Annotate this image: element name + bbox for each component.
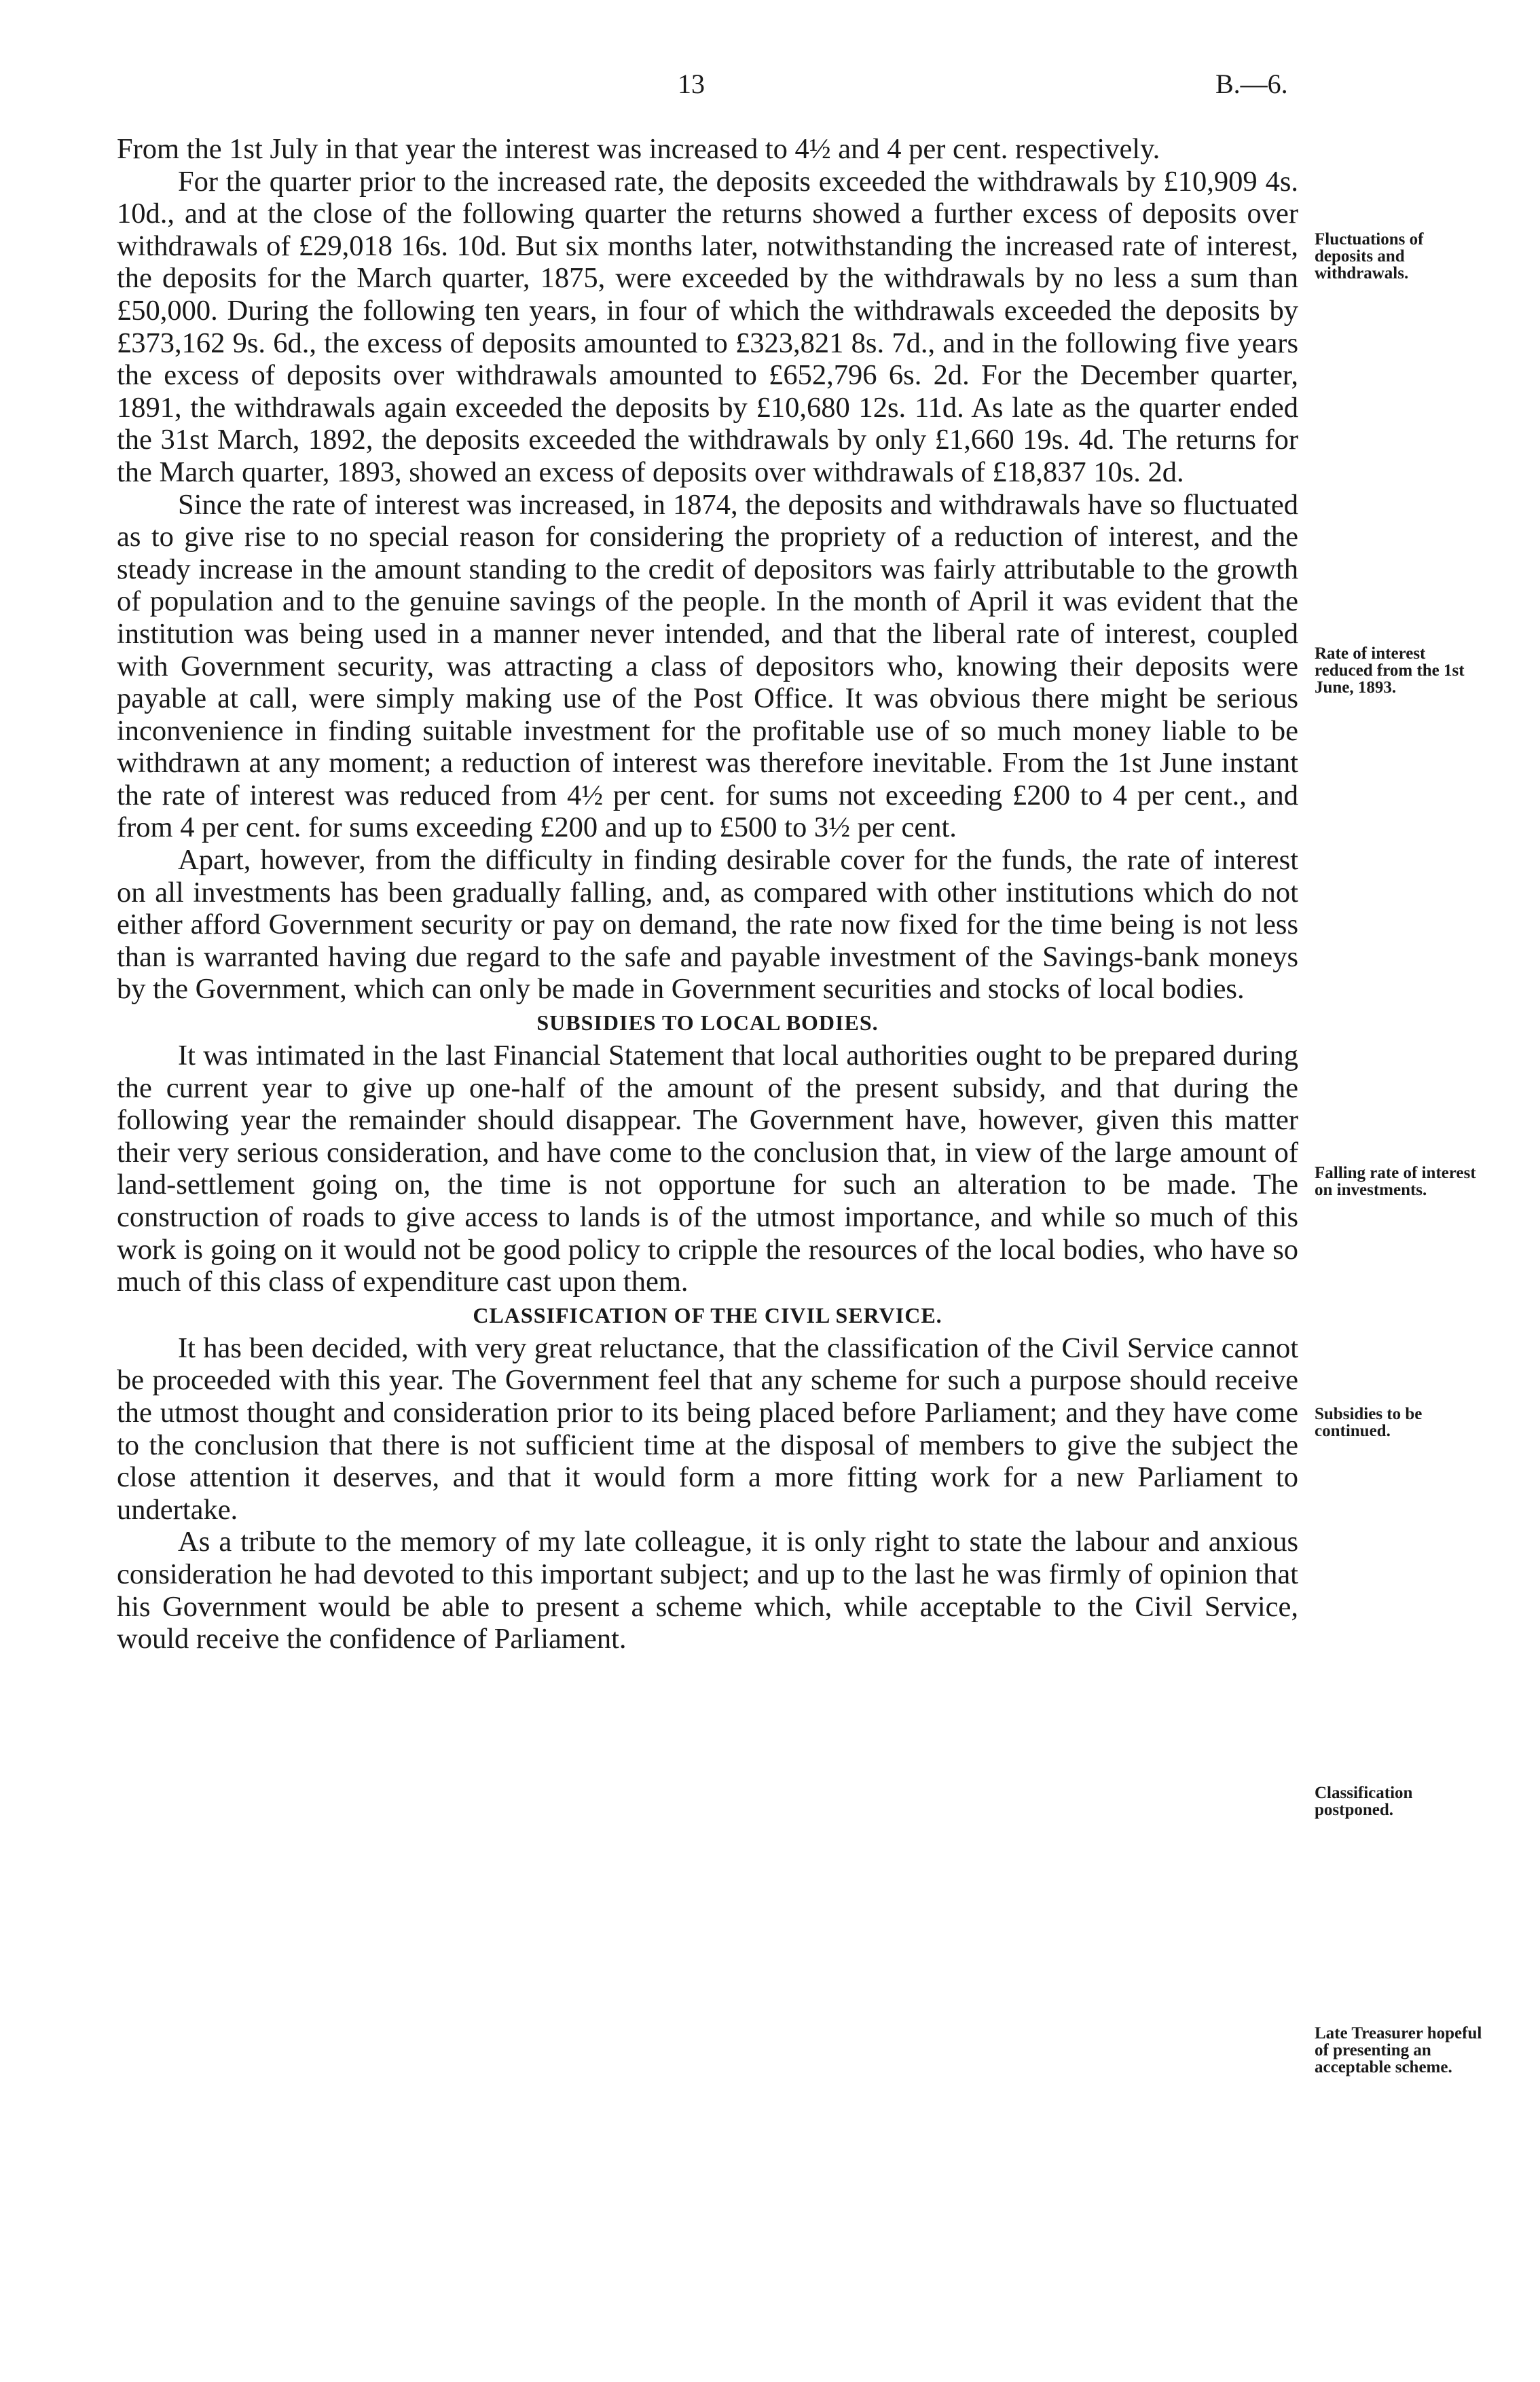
paragraph-fluctuations: For the quarter prior to the increased rate, the deposits exceeded the withdrawals by £10,909 4s. 10d., and at the close of the following quarter the returns showed a further excess of deposits over withdrawals of £29,018 16s. 10d. But six months later, notwithstanding the increased rate of interest, the deposits for the March quarter, 1875, were exceeded by the withdrawals by no less a sum than £50,000. During the following ten years, in four of which the withdrawals exceeded the deposits by £373,162 9s. 6d., the excess of deposits amounted to £323,821 8s. 7d., and in the following five years the excess of deposits over withdrawals amounted to £652,796 6s. 2d. For the December quarter, 1891, the withdrawals again exceeded the deposits by £10,680 12s. 11d. As late as the quarter ended the 31st March, 1892, the deposits exceeded the withdrawals by only £1,660 19s. 4d. The returns for the March quarter, 1893, showed an excess of deposits over withdrawals of £18,837 10s. 2d.	[117, 165, 1298, 488]
margin-note-classification: Classification postponed.	[1315, 1784, 1413, 1819]
margin-note-rate-reduced: Rate of interest reduced from the 1st June, 1893.	[1315, 644, 1465, 697]
margin-note-late-treasurer: Late Treasurer hopeful of presenting an acceptable scheme.	[1315, 2024, 1482, 2076]
heading-classification: CLASSIFICATION OF THE CIVIL SERVICE.	[473, 1302, 942, 1327]
margin-note-subsidies: Subsidies to be continued.	[1315, 1405, 1423, 1440]
paragraph-rate-reduction: Since the rate of interest was increased, in 1874, the deposits and withdrawals have so fluctuated as to give rise to no special reason for considering the propriety of a reduction of interest, and the steady increase in the amount standing to the credit of depositors was fairly attributable to the growth of population and to the genuine savings of the people. In the month of April it was evident that the institution was being used in a manner never intended, and that the liberal rate of interest, coupled with Government security, was attracting a class of depositors who, knowing their deposits were payable at call, were simply making use of the Post Office. It was obvious there might be serious inconvenience in finding suitable investment for the profitable use of so much money liable to be withdrawn at any moment; a reduction of interest was therefore inevitable. From the 1st June instant the rate of interest was reduced from 4½ per cent. for sums not exceeding £200 to 4 per cent., and from 4 per cent. for sums exceeding £200 and up to £500 to 3½ per cent.	[117, 488, 1298, 844]
heading-subsidies: SUBSIDIES TO LOCAL BODIES.	[536, 1010, 879, 1036]
paragraph-classification: It has been decided, with very great reluctance, that the classification of the Civil Service cannot be proceeded with this year. The Government feel that any scheme for such a purpose should receive the utmost thought and consideration prior to its being placed before Parliament; and they have come to the conclusion that there is not sufficient time at the disposal of members to give the subject the close attention it deserves, and that it would form a more fitting work for a new Parliament to undertake.	[117, 1332, 1298, 1526]
paragraph-late-treasurer: As a tribute to the memory of my late colleague, it is only right to state the labour and anxious consideration he had devoted to this important subject; and up to the last he was firmly of opinion that his Government would be able to present a scheme which, while acceptable to the Civil Service, would receive the confidence of Parliament.	[117, 1526, 1298, 1655]
paragraph-subsidies: It was intimated in the last Financial Statement that local authorities ought to be prepared during the current year to give up one-half of the amount of the present subsidy, and that during the following year the remainder should disappear. The Government have, however, given this matter their very serious consideration, and have come to the conclusion that, in view of the large amount of land-settlement going on, the time is not opportune for such an alteration to be made. The construction of roads to give access to lands is of the utmost importance, and while so much of this work is going on it would not be good policy to cripple the resources of the local bodies, who have so much of this class of expenditure cast upon them.	[117, 1040, 1298, 1298]
page-header	[0, 68, 1540, 109]
paragraph-interest-increase: From the 1st July in that year the interest was increased to 4½ and 4 per cent. respectively.	[117, 133, 1160, 165]
report-code: B.—6.	[1215, 69, 1288, 99]
margin-note-fluctuations: Fluctuations of deposits and withdrawals.	[1315, 230, 1424, 282]
margin-note-falling-rate: Falling rate of interest on investments.	[1315, 1164, 1476, 1199]
page-number: 13	[678, 69, 705, 99]
paragraph-falling-rate: Apart, however, from the difficulty in finding desirable cover for the funds, the rate of interest on all investments has been gradually falling, and, as compared with other institutions which do not either afford Government security or pay on demand, the rate now fixed for the time being is not less than is warranted having due regard to the safe and payable investment of the Savings-bank moneys by the Government, which can only be made in Government securities and stocks of local bodies.	[117, 844, 1298, 1006]
body-text	[117, 133, 1298, 1655]
